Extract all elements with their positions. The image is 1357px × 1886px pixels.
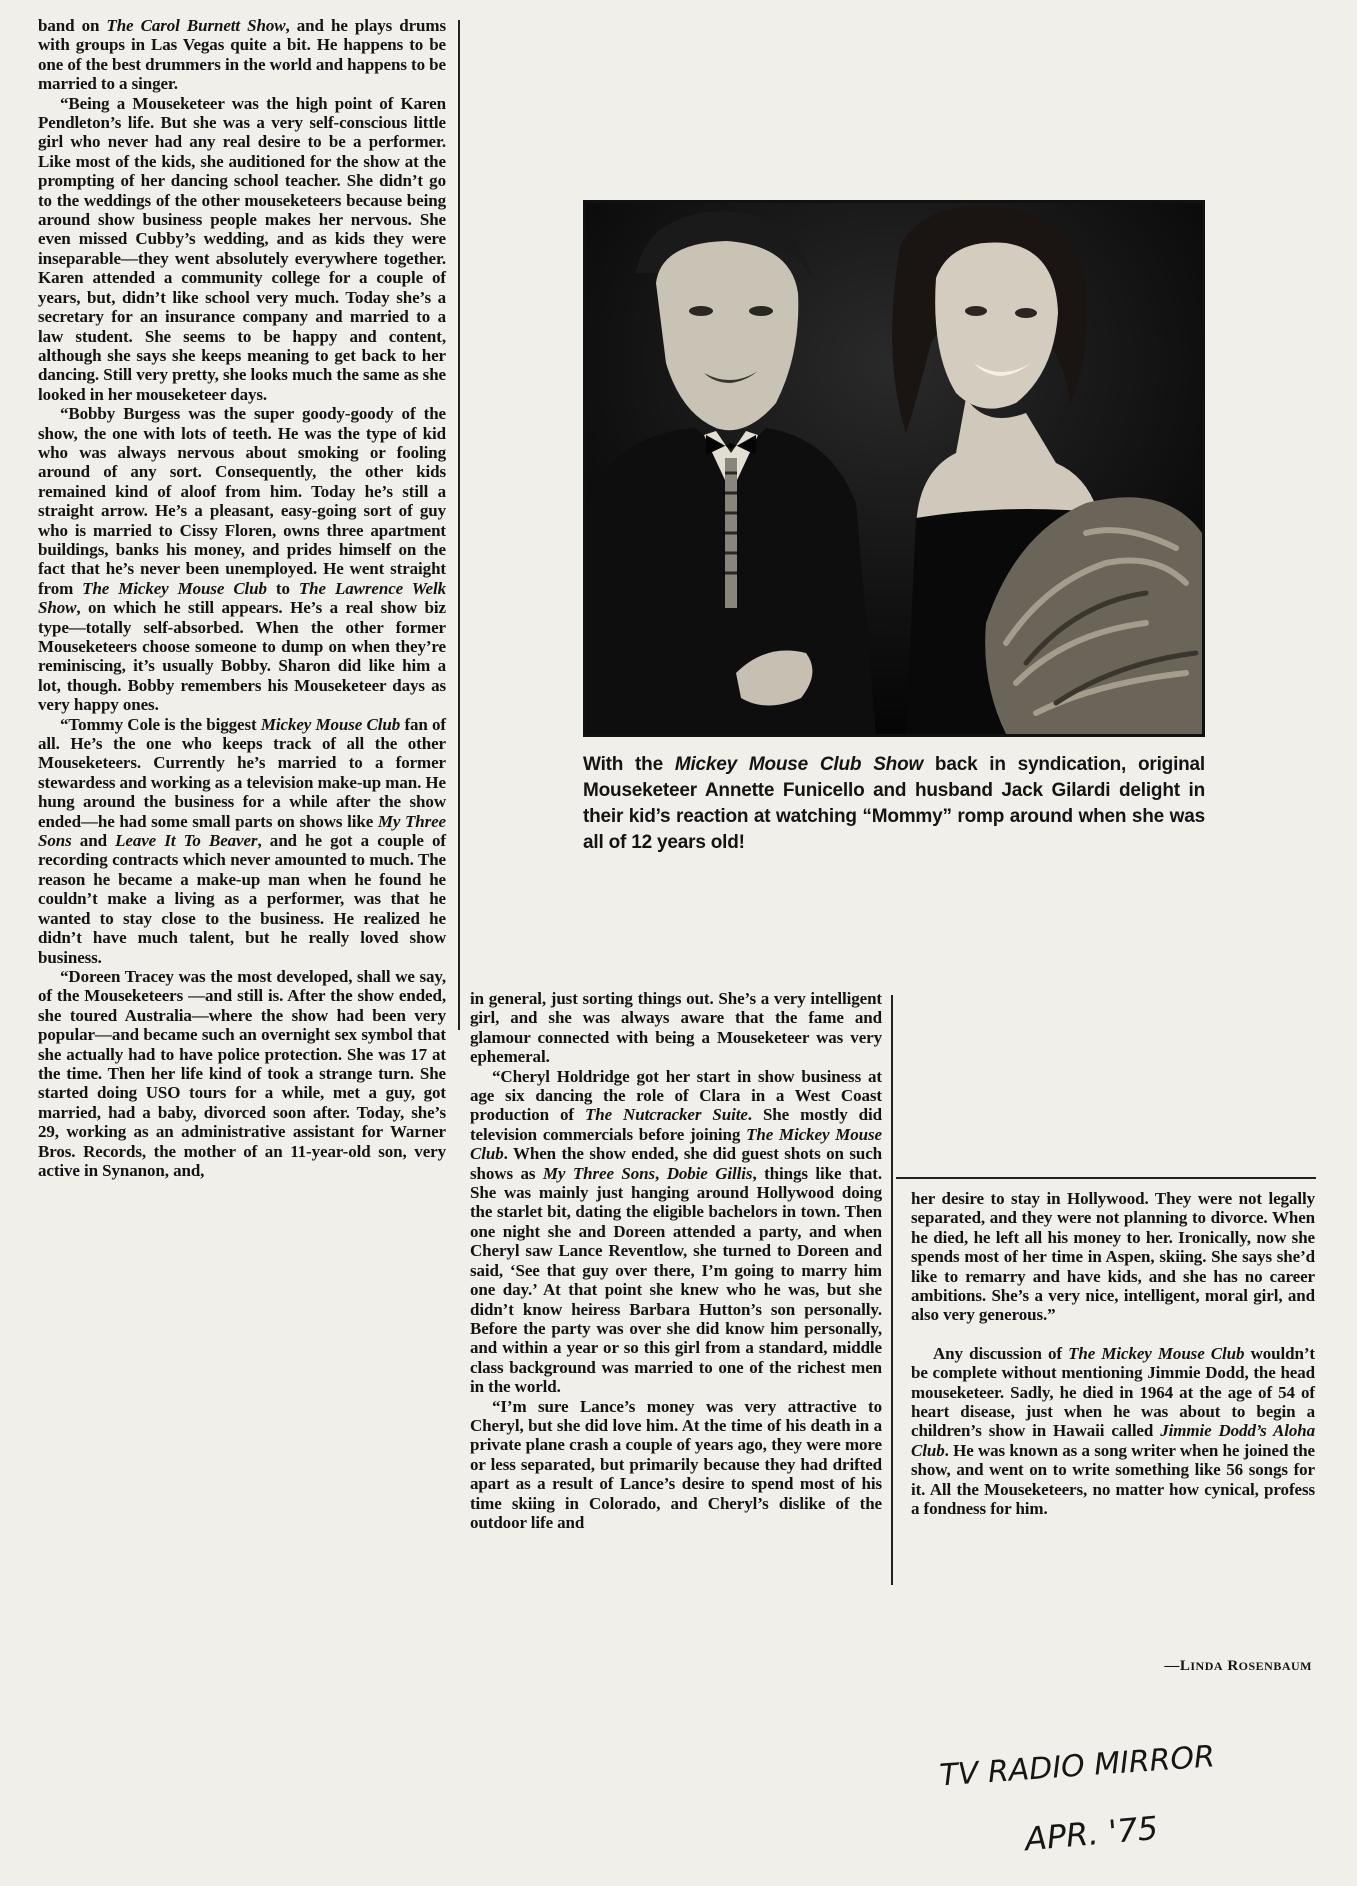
paragraph: “Cheryl Holdridge got her start in show business at age six dancing the role of Clara in a West Coast production of The Nutcracker Suite. She mostly did television commercials before joining The Mickey Mouse Club. When the show ended, she did guest shots on such shows as My Three Sons, Dobie Gillis, things like that. She was mainly just hanging around Hollywood doing the starlet bit, dating the eligible bachelors in town. Then one night she and Doreen attended a party, and when Cheryl saw Lance Reventlow, she turned to Doreen and said, ‘See that guy over there, I’m going to marry him one day.’ At that point she knew who he was, but she didn’t know heiress Barbara Hutton’s son personally. Before the party was over she did know him personally, and within a year or so this girl from a standard, middle class background was married to one of the richest men in the world. — [470, 1066, 883, 1397]
byline-dash: — — [1164, 1658, 1180, 1674]
byline-first-initial: L — [1179, 1658, 1191, 1674]
article-column-1 — [38, 16, 446, 1180]
section-rule — [896, 1177, 1316, 1179]
handwritten-line-1: TV RADIO MIRROR — [938, 1739, 1216, 1794]
paragraph: her desire to stay in Hollywood. They were not legally separated, and they were not planning to divorce. When he died, he left all his money to her. Ironically, now she spends most of her time in Aspen, skiing. She says she’d like to remarry and have kids, and she has no career ambitions. She’s a very nice, intelligent, moral girl, and also very generous.” — [911, 1189, 1315, 1325]
byline-first-rest: INDA — [1190, 1659, 1224, 1673]
paragraph: “Being a Mouseketeer was the high point of Karen Pendleton’s life. But she was a very self-conscious little girl who never had any real desire to be a performer. Like most of the kids, she auditioned for the show at the prompting of her dancing school teacher. She didn’t go to the weddings of the other mouseketeers because being around show business people makes her nervous. She even missed Cubby’s wedding, and as kids they were inseparable—they went absolutely everywhere together. Karen attended a community college for a couple of years, but, didn’t like school very much. Today she’s a secretary for an insurance company and married to a law student. She seems to be happy and content, although she says she keeps meaning to get back to her dancing. Still very pretty, she looks much the same as she looked in her mouseketeer days. — [38, 93, 446, 404]
column-rule-2 — [891, 995, 893, 1585]
paragraph: in general, just sorting things out. She’s a very intelligent girl, and she was always aware that the fame and glamour connected with being a Mouseketeer was very ephemeral. — [470, 989, 882, 1067]
couple-photo — [583, 200, 1205, 737]
paragraph: “Bobby Burgess was the super goody-goody of the show, the one with lots of teeth. He was the type of kid who was always nervous about smoking or fooling around of any sort. Consequently, the other kids remained kind of aloof from him. Today he’s still a straight arrow. He’s a pleasant, easy-going sort of guy who is married to Cissy Floren, owns three apartment buildings, banks his money, and prides himself on the fact that he’s never been unemployed. He went straight from The Mickey Mouse Club to The Lawrence Welk Show, on which he still appears. He’s a real show biz type—totally self-absorbed. When the other former Mouseketeers choose someone to dump on when they’re reminiscing, it’s usually Bobby. Sharon did like him a lot, though. Bobby remembers his Mouseketeer days as very happy ones. — [38, 404, 446, 715]
paragraph: “I’m sure Lance’s money was very attractive to Cheryl, but she did love him. At the time of his death in a private plane crash a couple of years ago, they were more or less separated, but primarily because they had drifted apart as a result of Lance’s desire to spend most of his time skiing in Colorado, and Cheryl’s dislike of the outdoor life and — [470, 1396, 882, 1532]
photo-caption: With the Mickey Mouse Club Show back in syndication, original Mouseketeer Annette Funicello and husband Jack Gilardi delight in their kid’s reaction at watching “Mommy” romp around when she was all of 12 years old! — [583, 754, 1205, 853]
paragraph: Any discussion of The Mickey Mouse Club wouldn’t be complete without mentioning Jimmie Dodd, the head mouseketeer. Sadly, he died in 1964 at the age of 54 of heart disease, just when he was about to begin a children’s show in Hawaii called Jimmie Dodd’s Aloha Club. He was known as a song writer when he joined the show, and went on to write something like 56 songs for it. All the Mouseketeers, no matter how cynical, profess a fondness for him. — [911, 1343, 1315, 1519]
handwritten-line-2: APR. '75 — [1023, 1808, 1160, 1859]
byline-last-initial: R — [1227, 1658, 1239, 1674]
column-rule-1 — [458, 20, 460, 1030]
couple-photo-illustration — [586, 203, 1202, 734]
article-column-2 — [470, 989, 882, 1532]
paragraph: band on The Carol Burnett Show, and he plays drums with groups in Las Vegas quite a bit. He happens to be one of the best drummers in the world and happens to be married to a singer. — [38, 16, 446, 94]
paragraph: “Tommy Cole is the biggest Mickey Mouse Club fan of all. He’s the one who keeps track of all the other Mouseketeers. Currently he’s married to a former stewardess and working as a television make-up man. He hung around the business for a while after the show ended—he had some small parts on shows like My Three Sons and Leave It To Beaver, and he got a couple of recording contracts which never amounted to much. The reason he became a make-up man when he found he couldn’t make a living as a performer, was that he wanted to stay close to the business. He realized he didn’t have much talent, but he really loved show business. — [38, 714, 446, 967]
byline-last-rest: OSENBAUM — [1238, 1659, 1312, 1673]
paragraph: “Doreen Tracey was the most developed, shall we say, of the Mouseketeers —and still is. After the show ended, she toured Australia—where the show had been very popular—and became such an overnight sex symbol that she actually had to have police protection. She was 17 at the time. Then her life kind of took a strange turn. She started doing USO tours for a while, met a guy, got married, had a baby, divorced soon after. Today, she’s 29, working as an administrative assistant for Warner Bros. Records, the mother of an 11-year-old son, very active in Synanon, and, — [38, 966, 446, 1180]
article-column-3 — [911, 1189, 1315, 1519]
author-byline — [1164, 1658, 1312, 1675]
handwritten-source-note — [930, 1725, 1260, 1865]
